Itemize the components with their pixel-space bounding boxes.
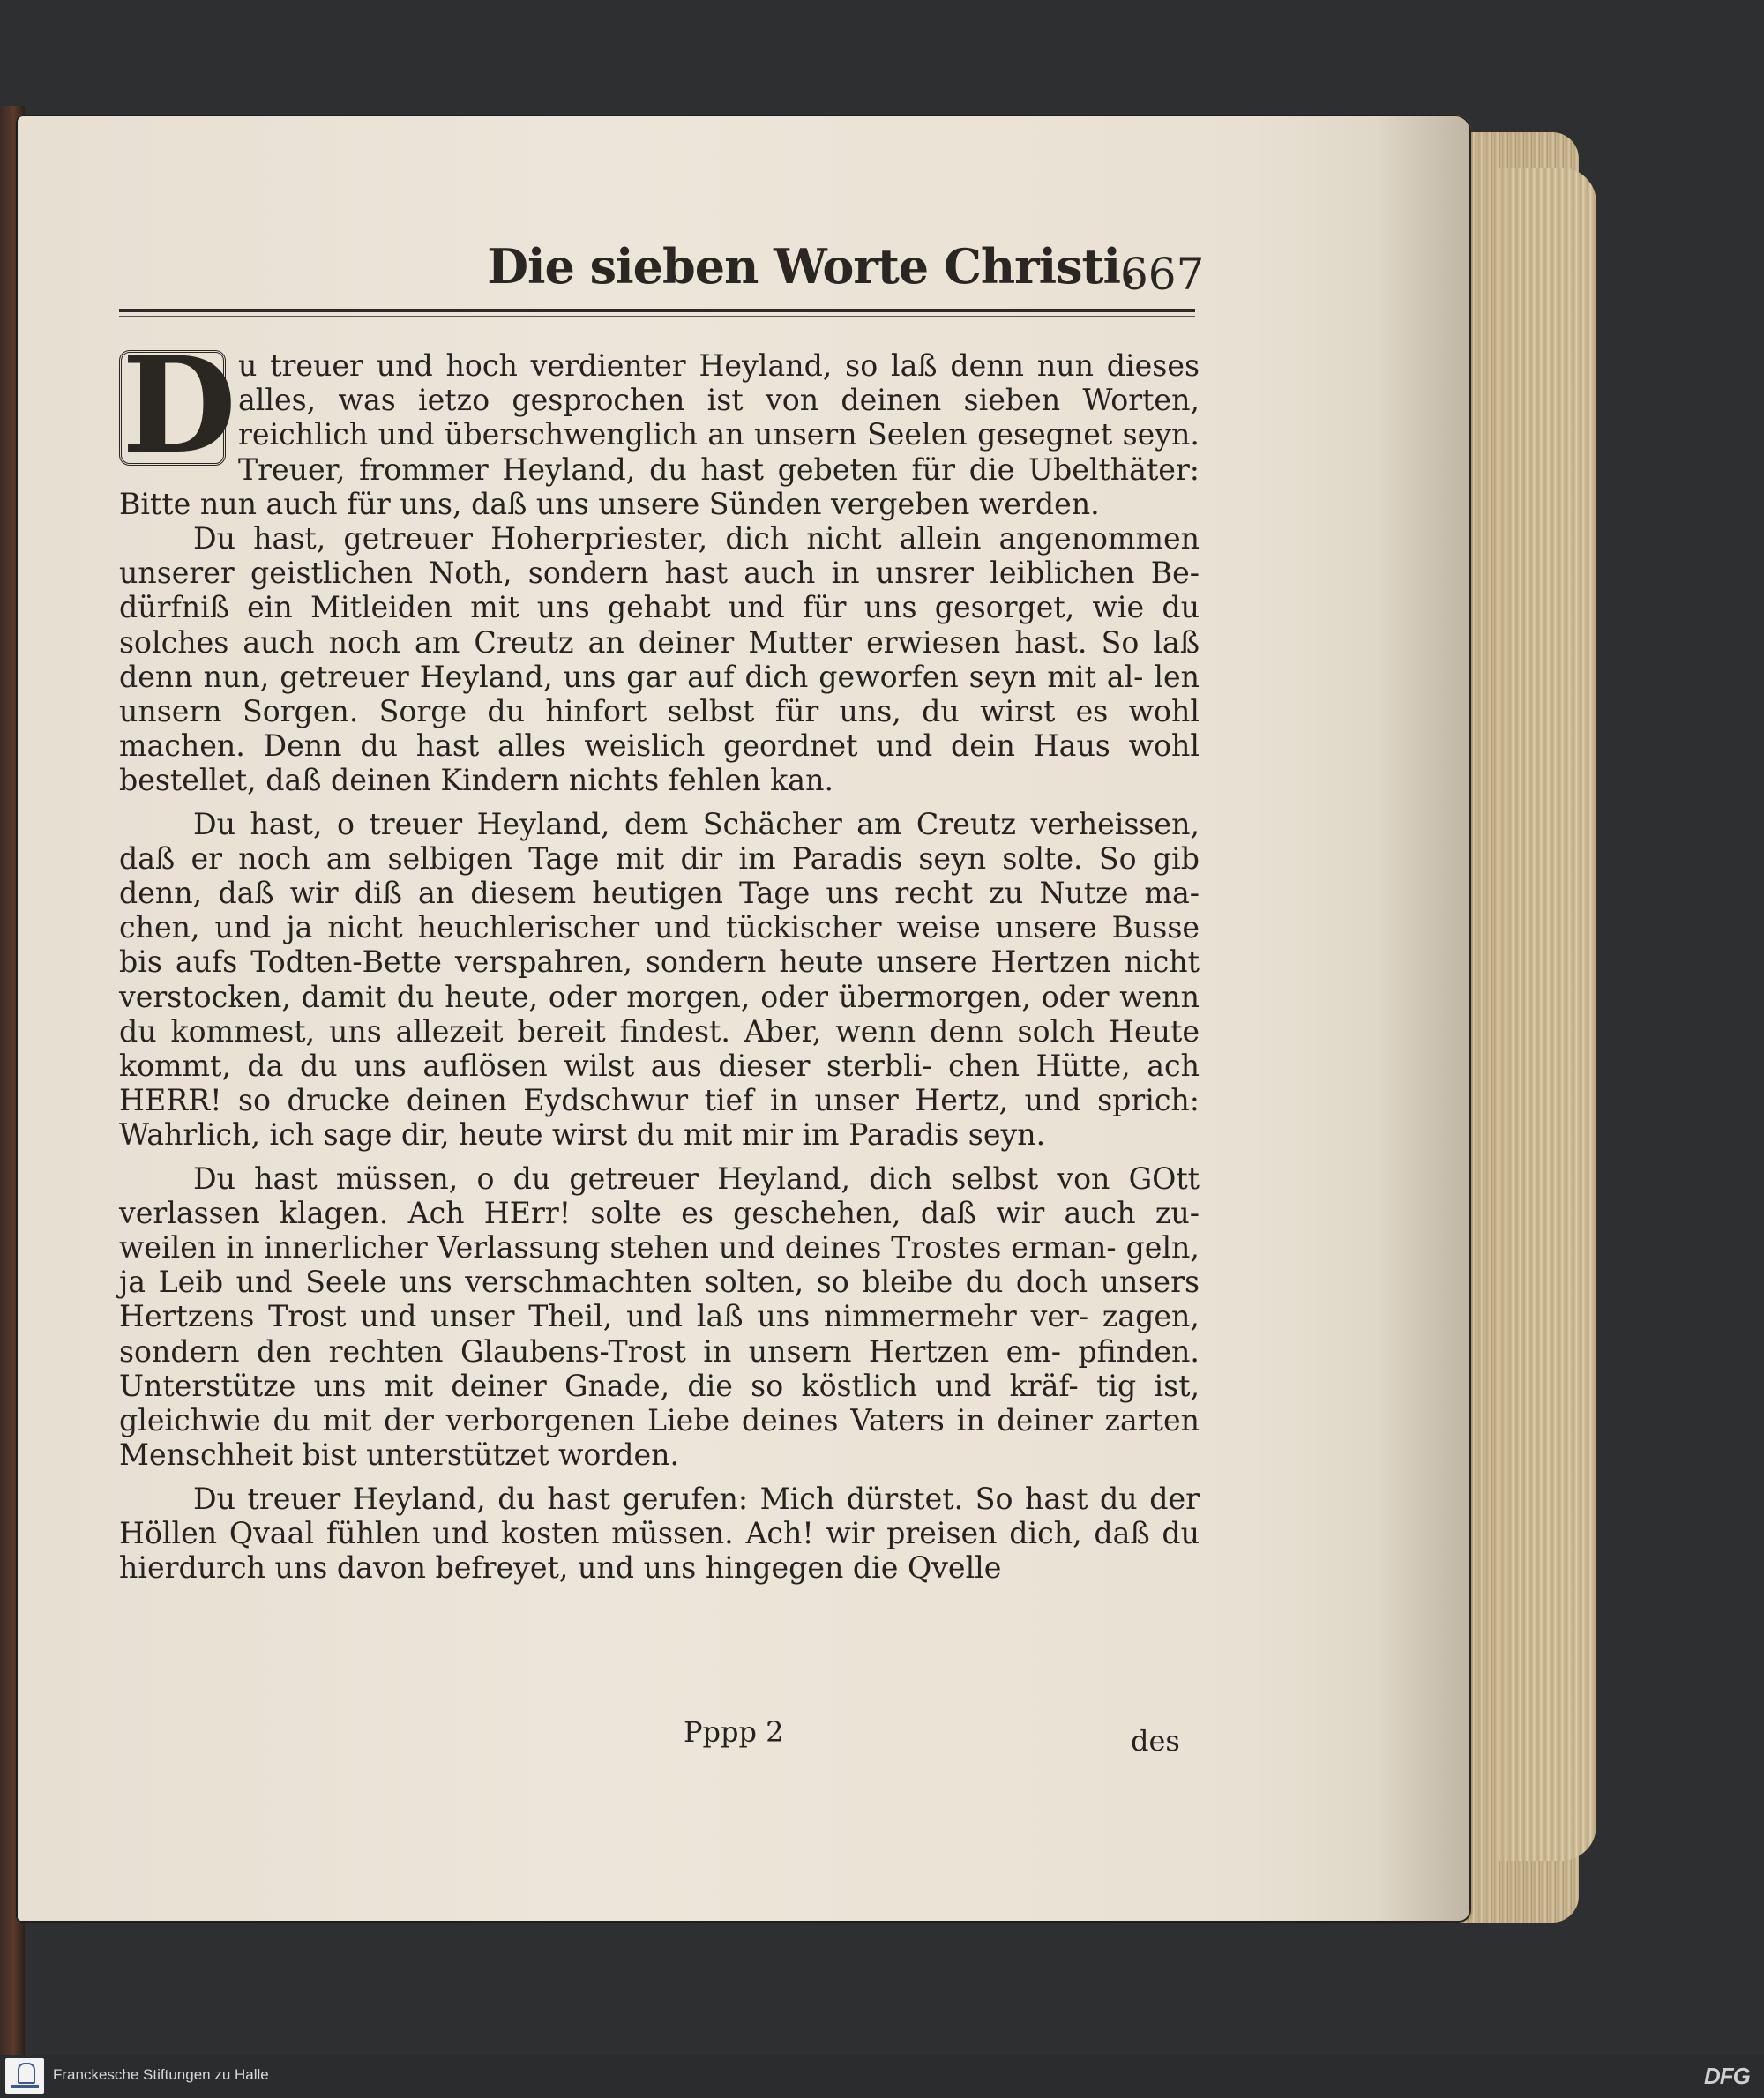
text-line: unsers Hertzens Trost und unser Theil, und laß uns nimmermehr ver- xyxy=(119,1265,1200,1334)
paragraph xyxy=(119,521,1200,798)
text-line: zarten Menschheit bist unterstützet worden. xyxy=(119,1403,1200,1473)
text-line: geln, ja Leib und Seele uns verschmachten solten, so bleibe du doch xyxy=(119,1230,1200,1300)
signature-mark: Pppp 2 xyxy=(684,1715,784,1749)
text-line: Du hast, o treuer Heyland, dem Schächer am Creutz verheissen, xyxy=(193,806,1200,841)
body-text xyxy=(119,328,1200,1585)
text-line: Bitte nun auch für uns, daß uns unsere Sünden vergeben werden. xyxy=(119,486,1100,521)
text-line: Du hast, getreuer Hoherpriester, dich nicht allein angenommen xyxy=(193,521,1200,556)
page-shadow xyxy=(1376,115,1473,1923)
text-line: denn nun, getreuer Heyland, uns gar auf dich geworfen seyn mit al- xyxy=(119,659,1144,694)
page-block-edges-inner xyxy=(1499,168,1596,1861)
viewer-footer xyxy=(0,2055,1764,2098)
head-rule-thin xyxy=(119,316,1195,317)
paragraph xyxy=(119,1161,1200,1473)
text-line: machen. Denn du hast alles weislich geordnet und dein Haus wohl xyxy=(119,728,1200,764)
text-line: chen, und ja nicht heuchlerischer und tückischer weise unsere Busse xyxy=(119,910,1200,945)
head-rule xyxy=(119,309,1195,312)
catchword: des xyxy=(1131,1724,1180,1758)
page-number: 667 xyxy=(1120,249,1205,300)
text-line: u treuer und hoch verdienter Heyland, so laß denn nun dieses xyxy=(238,348,1200,383)
text-line: zagen, sondern den rechten Glaubens-Trost in unsern Hertzen em- xyxy=(119,1299,1200,1369)
text-line: verlassen klagen. Ach HErr! solte es geschehen, daß wir auch zu- xyxy=(119,1195,1200,1230)
running-head: Die sieben Worte Christi. xyxy=(487,238,1136,295)
text-line: weilen in innerlicher Verlassung stehen und deines Trostes erman- xyxy=(119,1230,1117,1266)
paragraph xyxy=(119,1482,1200,1586)
text-line: denn, daß wir diß an diesem heutigen Tage uns recht zu Nutze ma- xyxy=(119,876,1200,911)
dfg-logo: DFG xyxy=(1704,2063,1750,2089)
drop-cap: D xyxy=(119,350,226,466)
paragraph xyxy=(119,807,1200,1153)
text-line: daß er noch am selbigen Tage mit dir im Paradis seyn solte. So gib xyxy=(119,840,1200,876)
text-line: Hertz, und sprich: Wahrlich, ich sage dir, heute wirst du mit mir im xyxy=(119,1083,1200,1153)
text-line: alles, was ietzo gesprochen ist von deinen sieben Worten, xyxy=(238,383,1200,418)
text-line: denn solch Heute kommt, da du uns auflösen wilst aus dieser sterbli- xyxy=(119,1013,1200,1084)
text-line: bestellet, daß deinen Kindern nichts fehlen kan. xyxy=(119,763,833,798)
text-line: Paradis seyn. xyxy=(848,1117,1046,1153)
text-line: unserer geistlichen Noth, sondern hast auch in unsrer leiblichen Be- xyxy=(119,556,1200,591)
institution-logo-icon xyxy=(5,2058,44,2094)
text-line: Du hast müssen, o du getreuer Heyland, dich selbst von GOtt xyxy=(193,1161,1200,1196)
text-line: oder wenn du kommest, uns allezeit bereit findest. Aber, wenn xyxy=(119,979,1200,1049)
text-line: seyn. Treuer, frommer Heyland, du hast gebeten für die Ubelthäter: xyxy=(238,417,1200,487)
text-line: nicht verstocken, damit du heute, oder morgen, oder übermorgen, xyxy=(119,944,1200,1014)
text-line: chen Hütte, ach HERR! so drucke deinen Eydschwur tief in unser xyxy=(119,1049,1200,1118)
text-line: tig ist, gleichwie du mit der verborgenen Liebe deines Vaters in deiner xyxy=(119,1368,1200,1438)
text-line: reichlich und überschwenglich an unsern Seelen gesegnet xyxy=(238,417,1113,452)
institution-name: Franckesche Stiftungen zu Halle xyxy=(53,2066,269,2083)
text-line: der Höllen Qvaal fühlen und kosten müssen. Ach! wir preisen dich, xyxy=(119,1481,1200,1550)
paragraph xyxy=(119,328,1200,521)
text-line: pfinden. Unterstütze uns mit deiner Gnade, die so köstlich und kräf- xyxy=(119,1333,1200,1403)
text-line: len unsern Sorgen. Sorge du hinfort selbst für uns, du wirst es wohl xyxy=(119,659,1200,729)
text-line: dürfniß ein Mitleiden mit uns gehabt und für uns gesorget, wie du xyxy=(119,590,1200,625)
text-line: solches auch noch am Creutz an deiner Mutter erwiesen hast. So laß xyxy=(119,624,1200,660)
text-line: Du treuer Heyland, du hast gerufen: Mich dürstet. So hast du xyxy=(193,1481,1138,1516)
text-line: bis aufs Todten-Bette verspahren, sondern heute unsere Hertzen xyxy=(119,944,1111,980)
text-line: daß du hierdurch uns davon befreyet, und uns hingegen die Qvelle xyxy=(119,1515,1200,1585)
